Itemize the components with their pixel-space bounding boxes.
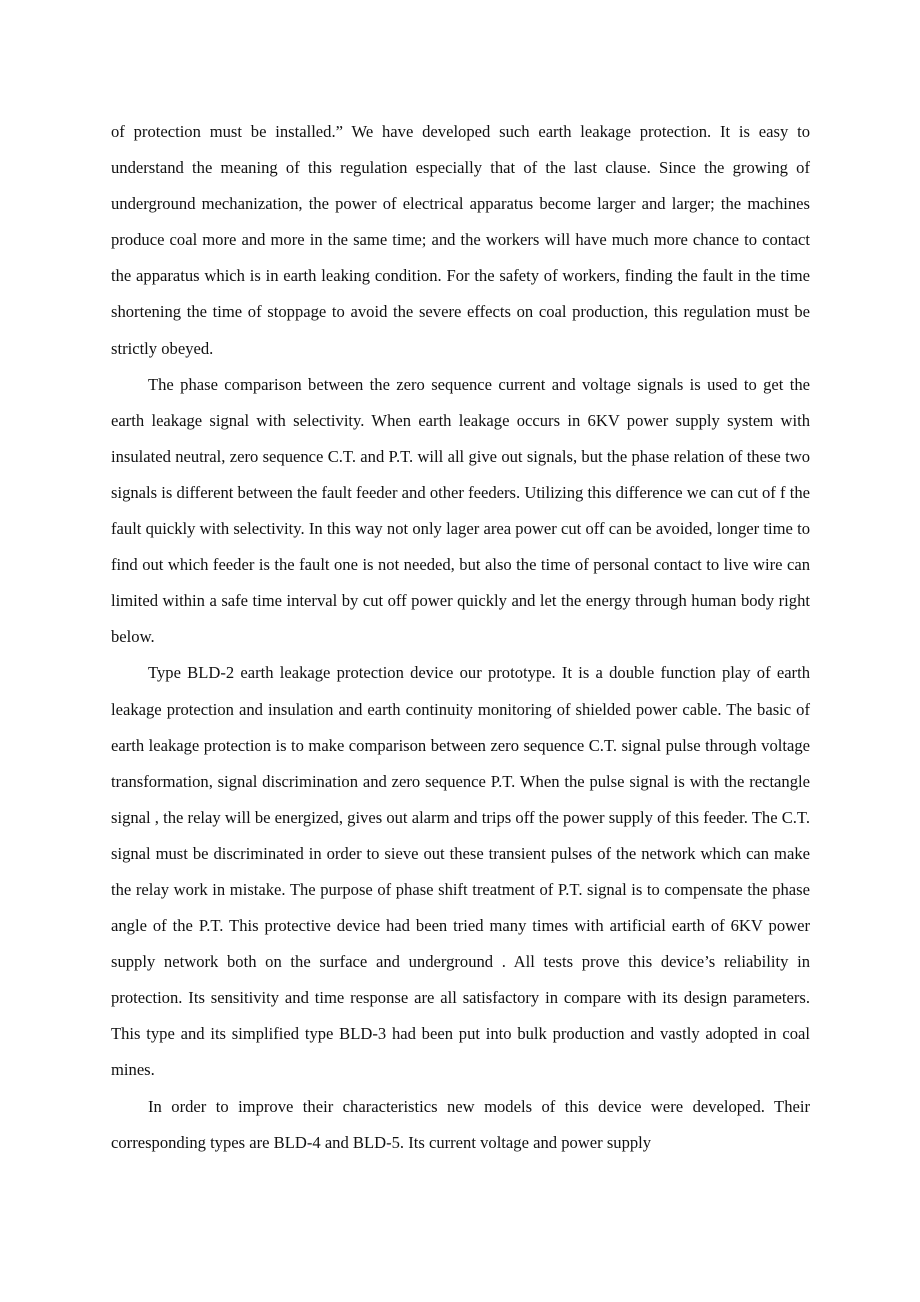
document-page: [111, 114, 810, 1161]
paragraph-4: In order to improve their characteristics new models of this device were developed. Their corresponding types are BLD-4 and BLD-5. Its current voltage and power supply: [111, 1096, 810, 1152]
paragraph-3: Type BLD-2 earth leakage protection device our prototype. It is a double function play of earth leakage protection and insulation and earth continuity monitoring of shielded power cable. The basic of earth leakage protection is to make comparison between zero sequence C.T. signal pulse through voltage transformation, signal discrimination and zero sequence P.T. When the pulse signal is with the rectangle signal , the relay will be energized, gives out alarm and trips off the power supply of this feeder. The C.T. signal must be discriminated in order to sieve out these transient pulses of the network which can make the relay work in mistake. The purpose of phase shift treatment of P.T. signal is to compensate the phase angle of the P.T. This protective device had been tried many times with artificial earth of 6KV power supply network both on the surface and underground . All tests prove this device’s reliability in protection. Its sensitivity and time response are all satisfactory in compare with its design parameters. This type and its simplified type BLD-3 had been put into bulk production and vastly adopted in coal mines.: [111, 663, 810, 1080]
paragraph-1: of protection must be installed.” We have developed such earth leakage protection. It is easy to understand the meaning of this regulation especially that of the last clause. Since the growing of underground mechanization, the power of electrical apparatus become larger and larger; the machines produce coal more and more in the same time; and the workers will have much more chance to contact the apparatus which is in earth leaking condition. For the safety of workers, finding the fault in the time shortening the time of stoppage to avoid the severe effects on coal production, this regulation must be strictly obeyed.: [111, 122, 810, 358]
paragraph-2: The phase comparison between the zero sequence current and voltage signals is used to get the earth leakage signal with selectivity. When earth leakage occurs in 6KV power supply system with insulated neutral, zero sequence C.T. and P.T. will all give out signals, but the phase relation of these two signals is different between the fault feeder and other feeders. Utilizing this difference we can cut of f the fault quickly with selectivity. In this way not only lager area power cut off can be avoided, longer time to find out which feeder is the fault one is not needed, but also the time of personal contact to live wire can limited within a safe time interval by cut off power quickly and let the energy through human body right below.: [111, 374, 810, 647]
